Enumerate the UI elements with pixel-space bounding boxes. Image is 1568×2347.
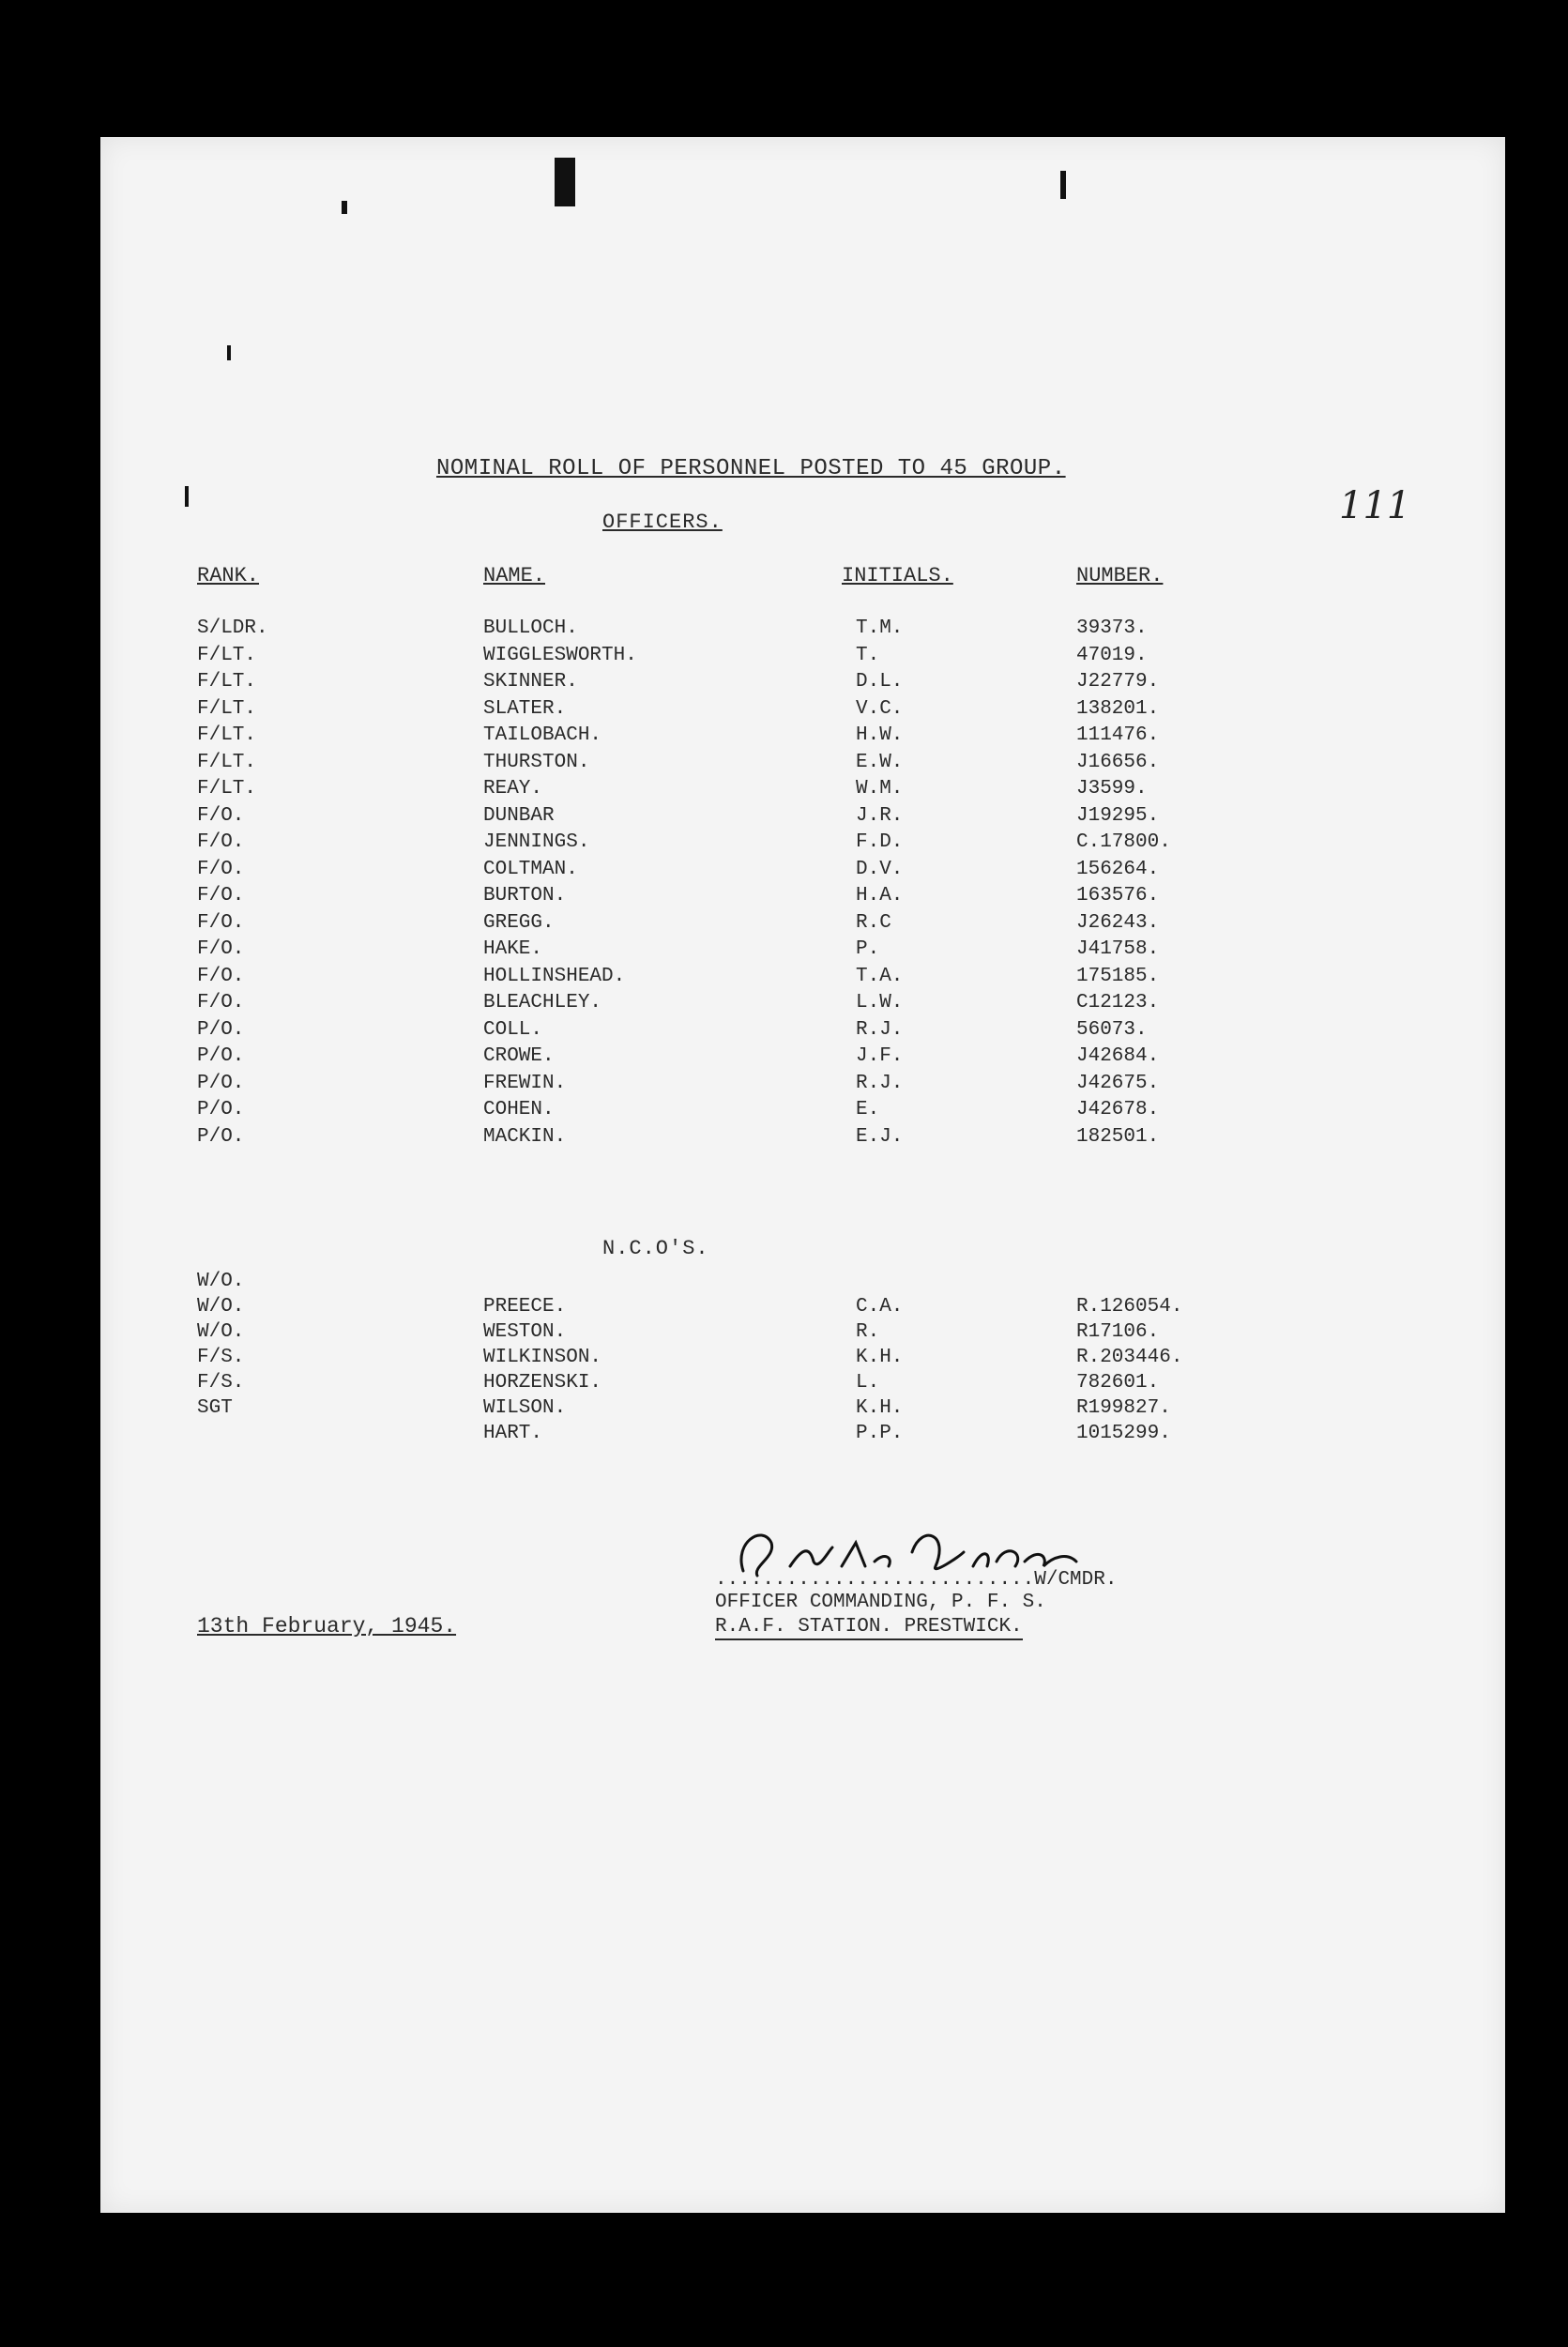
initials-cell: W.M.	[856, 778, 904, 800]
number-cell: C12123.	[1076, 992, 1160, 1013]
rank-cell: F/O.	[197, 992, 245, 1013]
table-row	[100, 1321, 1505, 1348]
name-cell: COLTMAN.	[483, 858, 578, 880]
number-cell: R.126054.	[1076, 1296, 1183, 1318]
initials-cell: H.A.	[856, 885, 904, 907]
table-row	[100, 1372, 1505, 1398]
number-cell: R199827.	[1076, 1397, 1171, 1419]
initials-cell: R.	[856, 1321, 880, 1343]
rank-cell: F/S.	[197, 1372, 245, 1394]
ink-blot	[555, 158, 575, 206]
name-cell: DUNBAR	[483, 804, 555, 827]
rank-cell: SGT	[197, 1397, 233, 1419]
initials-cell: J.R.	[856, 804, 904, 827]
initials-cell: E.J.	[856, 1125, 904, 1148]
ink-blot	[227, 345, 231, 360]
rank-cell: S/LDR.	[197, 617, 268, 639]
table-row	[100, 1126, 1505, 1152]
number-cell: 56073.	[1076, 1018, 1148, 1041]
number-cell: 156264.	[1076, 858, 1160, 880]
number-cell: 111476.	[1076, 724, 1160, 746]
document-title: NOMINAL ROLL OF PERSONNEL POSTED TO 45 GROUP.	[436, 456, 1066, 481]
rank-cell: F/LT.	[197, 697, 257, 720]
rank-cell: F/LT.	[197, 671, 257, 693]
initials-cell: R.J.	[856, 1072, 904, 1094]
rank-cell: P/O.	[197, 1099, 245, 1120]
name-cell: HORZENSKI.	[483, 1372, 602, 1394]
name-cell: BURTON.	[483, 885, 567, 907]
table-row	[100, 992, 1505, 1018]
initials-cell: R.J.	[856, 1018, 904, 1041]
initials-cell: P.P.	[856, 1423, 904, 1444]
number-cell: 138201.	[1076, 697, 1160, 720]
rank-cell: F/LT.	[197, 724, 257, 746]
folio-number: 111	[1339, 484, 1411, 527]
initials-cell: D.V.	[856, 858, 904, 880]
initials-cell: L.W.	[856, 992, 904, 1013]
ink-blot	[185, 486, 189, 507]
initials-cell: P.	[856, 938, 880, 960]
rank-cell: P/O.	[197, 1045, 245, 1067]
rank-cell: F/O.	[197, 858, 245, 880]
rank-cell: F/O.	[197, 831, 245, 853]
number-cell: C.17800.	[1076, 831, 1171, 853]
initials-cell: R.C	[856, 911, 891, 934]
ink-blot	[1060, 171, 1066, 199]
signature-dots-line: ...........................W/CMDR.	[715, 1569, 1118, 1591]
number-cell: J19295.	[1076, 804, 1160, 827]
name-cell: HAKE.	[483, 938, 543, 960]
ncos-heading: N.C.O'S.	[602, 1237, 709, 1260]
name-cell: TAILOBACH.	[483, 724, 602, 746]
table-row	[100, 671, 1505, 697]
initials-cell: D.L.	[856, 671, 904, 693]
rank-cell: W/O.	[197, 1296, 245, 1318]
initials-cell: K.H.	[856, 1347, 904, 1368]
number-cell: 782601.	[1076, 1372, 1160, 1394]
table-row	[100, 1397, 1505, 1424]
initials-cell: C.A.	[856, 1296, 904, 1318]
rank-cell: F/O.	[197, 965, 245, 987]
rank-cell: W/O.	[197, 1271, 245, 1292]
number-cell: 47019.	[1076, 644, 1148, 666]
document-page	[100, 137, 1505, 2213]
rank-cell: P/O.	[197, 1125, 245, 1148]
rank-column-header: RANK.	[197, 564, 260, 587]
table-row	[100, 752, 1505, 778]
number-cell: J22779.	[1076, 671, 1160, 693]
rank-cell: F/LT.	[197, 644, 257, 666]
table-row	[100, 859, 1505, 885]
table-row	[100, 885, 1505, 911]
name-cell: WILSON.	[483, 1397, 567, 1419]
initials-cell: T.M.	[856, 617, 904, 639]
table-row	[100, 617, 1505, 644]
name-cell: COLL.	[483, 1018, 543, 1041]
table-row	[100, 1347, 1505, 1373]
table-row	[100, 1296, 1505, 1322]
rank-cell: F/O.	[197, 804, 245, 827]
table-row	[100, 724, 1505, 751]
name-cell: SKINNER.	[483, 671, 578, 693]
initials-cell: H.W.	[856, 724, 904, 746]
name-cell: WESTON.	[483, 1321, 567, 1343]
rank-cell: F/O.	[197, 911, 245, 934]
number-cell: 182501.	[1076, 1125, 1160, 1148]
name-cell: WIGGLESWORTH.	[483, 644, 637, 666]
name-cell: HART.	[483, 1423, 543, 1444]
signature-block	[715, 1526, 1259, 1667]
table-row	[100, 831, 1505, 858]
name-cell: JENNINGS.	[483, 831, 590, 853]
officers-heading: OFFICERS.	[602, 511, 723, 534]
name-cell: MACKIN.	[483, 1125, 567, 1148]
rank-cell: F/O.	[197, 938, 245, 960]
name-cell: WILKINSON.	[483, 1347, 602, 1368]
table-row	[100, 1099, 1505, 1125]
initials-cell: L.	[856, 1372, 880, 1394]
initials-cell: E.	[856, 1099, 880, 1120]
table-row	[100, 805, 1505, 831]
document-date: 13th February, 1945.	[197, 1614, 457, 1638]
name-cell: SLATER.	[483, 697, 567, 720]
name-column-header: NAME.	[483, 564, 546, 587]
table-row	[100, 1271, 1505, 1297]
table-row	[100, 698, 1505, 724]
number-cell: J42684.	[1076, 1045, 1160, 1067]
number-cell: J42675.	[1076, 1072, 1160, 1094]
number-cell: J16656.	[1076, 751, 1160, 773]
number-column-header: NUMBER.	[1076, 564, 1164, 587]
name-cell: REAY.	[483, 778, 543, 800]
initials-cell: F.D.	[856, 831, 904, 853]
initials-cell: T.A.	[856, 965, 904, 987]
initials-cell: J.F.	[856, 1045, 904, 1067]
table-row	[100, 1423, 1505, 1449]
signature-station-line: R.A.F. STATION. PRESTWICK.	[715, 1616, 1023, 1640]
number-cell: J41758.	[1076, 938, 1160, 960]
rank-cell: W/O.	[197, 1321, 245, 1343]
rank-cell: F/LT.	[197, 751, 257, 773]
number-cell: 175185.	[1076, 965, 1160, 987]
table-row	[100, 966, 1505, 992]
number-cell: 1015299.	[1076, 1423, 1171, 1444]
ink-blot	[342, 201, 347, 214]
table-row	[100, 1045, 1505, 1072]
initials-cell: E.W.	[856, 751, 904, 773]
name-cell: HOLLINSHEAD.	[483, 965, 626, 987]
initials-cell: T.	[856, 644, 880, 666]
table-row	[100, 645, 1505, 671]
rank-cell: F/S.	[197, 1347, 245, 1368]
initials-cell: K.H.	[856, 1397, 904, 1419]
number-cell: 163576.	[1076, 885, 1160, 907]
signature-title-line: OFFICER COMMANDING, P. F. S.	[715, 1592, 1046, 1613]
number-cell: J26243.	[1076, 911, 1160, 934]
name-cell: FREWIN.	[483, 1072, 567, 1094]
name-cell: PREECE.	[483, 1296, 567, 1318]
number-cell: R17106.	[1076, 1321, 1160, 1343]
name-cell: THURSTON.	[483, 751, 590, 773]
name-cell: BULLOCH.	[483, 617, 578, 639]
table-row	[100, 938, 1505, 965]
table-row	[100, 1019, 1505, 1045]
number-cell: 39373.	[1076, 617, 1148, 639]
rank-cell: F/LT.	[197, 778, 257, 800]
initials-column-header: INITIALS.	[842, 564, 953, 587]
table-row	[100, 778, 1505, 804]
number-cell: J3599.	[1076, 778, 1148, 800]
number-cell: R.203446.	[1076, 1347, 1183, 1368]
number-cell: J42678.	[1076, 1099, 1160, 1120]
rank-cell: P/O.	[197, 1072, 245, 1094]
name-cell: GREGG.	[483, 911, 555, 934]
table-row	[100, 1073, 1505, 1099]
name-cell: BLEACHLEY.	[483, 992, 602, 1013]
rank-cell: P/O.	[197, 1018, 245, 1041]
name-cell: COHEN.	[483, 1099, 555, 1120]
table-row	[100, 912, 1505, 938]
name-cell: CROWE.	[483, 1045, 555, 1067]
rank-cell: F/O.	[197, 885, 245, 907]
initials-cell: V.C.	[856, 697, 904, 720]
